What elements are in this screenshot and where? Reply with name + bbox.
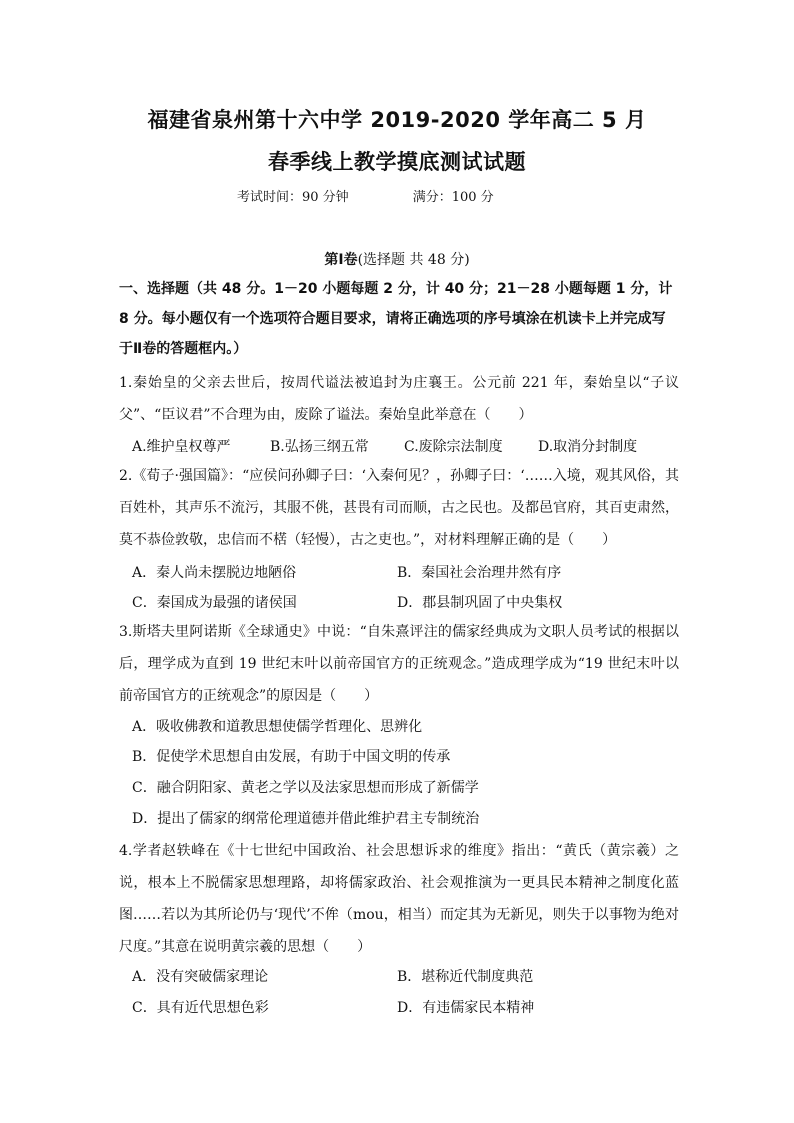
question-2-option-c: C．秦国成为最强的诸侯国 (132, 595, 297, 611)
question-2-stem: 2.《荀子·强国篇》：“应侯问孙卿子曰：‘入秦何见？，孙卿子曰：‘……入境，观其风俗，其百姓朴，其声乐不流污，其服不佻，甚畏有司而顺，古之民也。及都邑官府，其百吏肃然，莫不恭俭敦敬，忠信而不楛（轻慢），古之吏也。”，对材料理解正确的是（ ） (119, 468, 679, 548)
question-1-option-d: D.取消分封制度 (538, 439, 638, 455)
question-4-option-d: D．有违儒家民本精神 (397, 1000, 535, 1016)
question-4-option-a: A．没有突破儒家理论 (132, 969, 269, 985)
question-3-option-b: B．促使学术思想自由发展，有助于中国文明的传承 (132, 749, 451, 765)
exam-score: 满分：100 分 (412, 190, 494, 205)
question-1-option-a: A.维护皇权尊严 (132, 439, 231, 455)
question-1-stem: 1.秦始皇的父亲去世后，按周代谥法被追封为庄襄王。公元前 221 年，秦始皇以“子议父”、“臣议君”不合理为由，废除了谥法。秦始皇此举意在（ ） (119, 375, 679, 423)
question-2-option-b: B．秦国社会治理井然有序 (397, 565, 562, 581)
exam-meta (237, 186, 494, 205)
section-heading-label: 第Ⅰ卷 (324, 252, 358, 268)
question-1-option-b: B.弘扬三纲五常 (270, 439, 369, 455)
question-1-option-c: C.废除宗法制度 (404, 439, 503, 455)
question-2-option-d: D．郡县制巩固了中央集权 (397, 595, 563, 611)
exam-title-line1: 福建省泉州第十六中学 2019-2020 学年高二 5 月 (147, 108, 647, 132)
exam-time: 考试时间：90 分钟 (237, 190, 349, 205)
section-heading (0, 249, 794, 269)
section-instructions: 一、选择题（共 48 分。1－20 小题每题 2 分，计 40 分；21－28 小题每题 1 分，计 8 分。每小题仅有一个选项符合题目要求，请将正确选项的序号填涂在机读卡上并完成写于Ⅱ卷的答题框内。） (119, 281, 673, 357)
question-4-option-b: B．堪称近代制度典范 (397, 969, 534, 985)
question-3-option-d: D．提出了儒家的纲常伦理道德并借此维护君主专制统治 (132, 811, 480, 827)
question-3-stem: 3.斯塔夫里阿诺斯《全球通史》中说：“自朱熹评注的儒家经典成为文职人员考试的根据以后，理学成为直到 19 世纪末叶以前帝国官方的正统观念。”造成理学成为“19 世纪末叶以前帝国官方的正统观念”的原因是（ ） (119, 624, 679, 704)
question-1-options (132, 436, 637, 456)
question-3-option-c: C．融合阴阳家、黄老之学以及法家思想而形成了新儒学 (132, 780, 479, 796)
exam-title-line2: 春季线上教学摸底测试试题 (268, 150, 526, 174)
question-4-option-c: C．具有近代思想色彩 (132, 1000, 269, 1016)
question-4-stem: 4.学者赵轶峰在《十七世纪中国政治、社会思想诉求的维度》指出：“黄氏（黄宗羲）之说，根本上不脱儒家思想理路，却将儒家政治、社会观推演为一更具民本精神之制度化蓝图……若以为其所论仍与‘现代’不侔（mou，相当）而定其为无新见，则失于以事物为绝对尺度。”其意在说明黄宗羲的思想（ ） (119, 843, 679, 955)
question-2-option-a: A．秦人尚未摆脱边地陋俗 (132, 565, 297, 581)
section-heading-detail: (选择题 共 48 分) (357, 252, 470, 268)
question-3-option-a: A．吸收佛教和道教思想使儒学哲理化、思辨化 (132, 719, 423, 735)
